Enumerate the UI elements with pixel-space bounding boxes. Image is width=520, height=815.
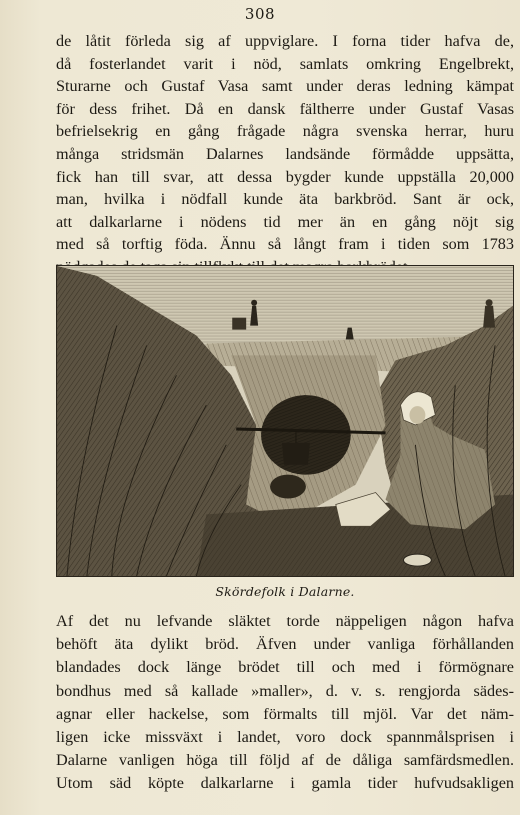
harvesters-engraving — [57, 266, 513, 576]
text-line: för dess frihet. Då en dansk fältherre under Gustaf Vasas — [56, 99, 514, 118]
engraving-illustration — [56, 265, 514, 577]
text-line: behöft äta dylikt bröd. Äfven under vanliga förhållanden — [56, 635, 514, 654]
text-line: att dalkarlarne i nödens tid mer än en gång nöjt sig — [56, 212, 514, 231]
text-line: Sturarne och Gustaf Vasa samt under deras ledning kämpat — [56, 77, 514, 96]
illustration-caption: Skördefolk i Dalarne. — [215, 584, 355, 599]
text-line: befrielsekrig en gång frågade några svenska herrar, huru — [56, 122, 514, 141]
text-line: Utom säd köpte dalkarlarne i gamla tider hufvudsakligen — [56, 774, 514, 793]
text-line: med så torftig föda. Ännu så långt fram i tiden som 1783 — [56, 235, 514, 254]
paragraph-bottom — [56, 610, 514, 796]
text-line: många stridsmän Dalarnes landsände förmådde uppsätta, — [56, 144, 514, 163]
text-line: då fosterlandet varit i nöd, samlats omkring Engelbrekt, — [56, 54, 514, 73]
text-line: blandades dock länge brödet till och med i förmögnare — [56, 658, 514, 677]
paragraph-top — [56, 30, 514, 279]
text-line: man, hvilka i nödfall kunde äta barkbröd. Sant är ock, — [56, 190, 514, 209]
text-line: agnar eller hackelse, som förmalts till mjöl. Var det näm- — [56, 704, 514, 723]
text-line: fick han till svar, att dessa bygder kunde uppställa 20,000 — [56, 167, 514, 186]
text-line: ligen icke missväxt i landet, voro dock spannmålsprisen i — [56, 727, 514, 746]
page-number: 308 — [244, 5, 276, 23]
text-line: Dalarne vanligen höga till följd af de dåliga samfärdsmedlen. — [56, 751, 514, 770]
text-line: bondhus med så kallade »maller», d. v. s. rengjorda sädes- — [56, 681, 514, 700]
text-line: Af det nu lefvande släktet torde näppeligen någon hafva — [56, 612, 514, 630]
text-line: de låtit förleda sig af uppviglare. I forna tider hafva de, — [56, 32, 514, 50]
